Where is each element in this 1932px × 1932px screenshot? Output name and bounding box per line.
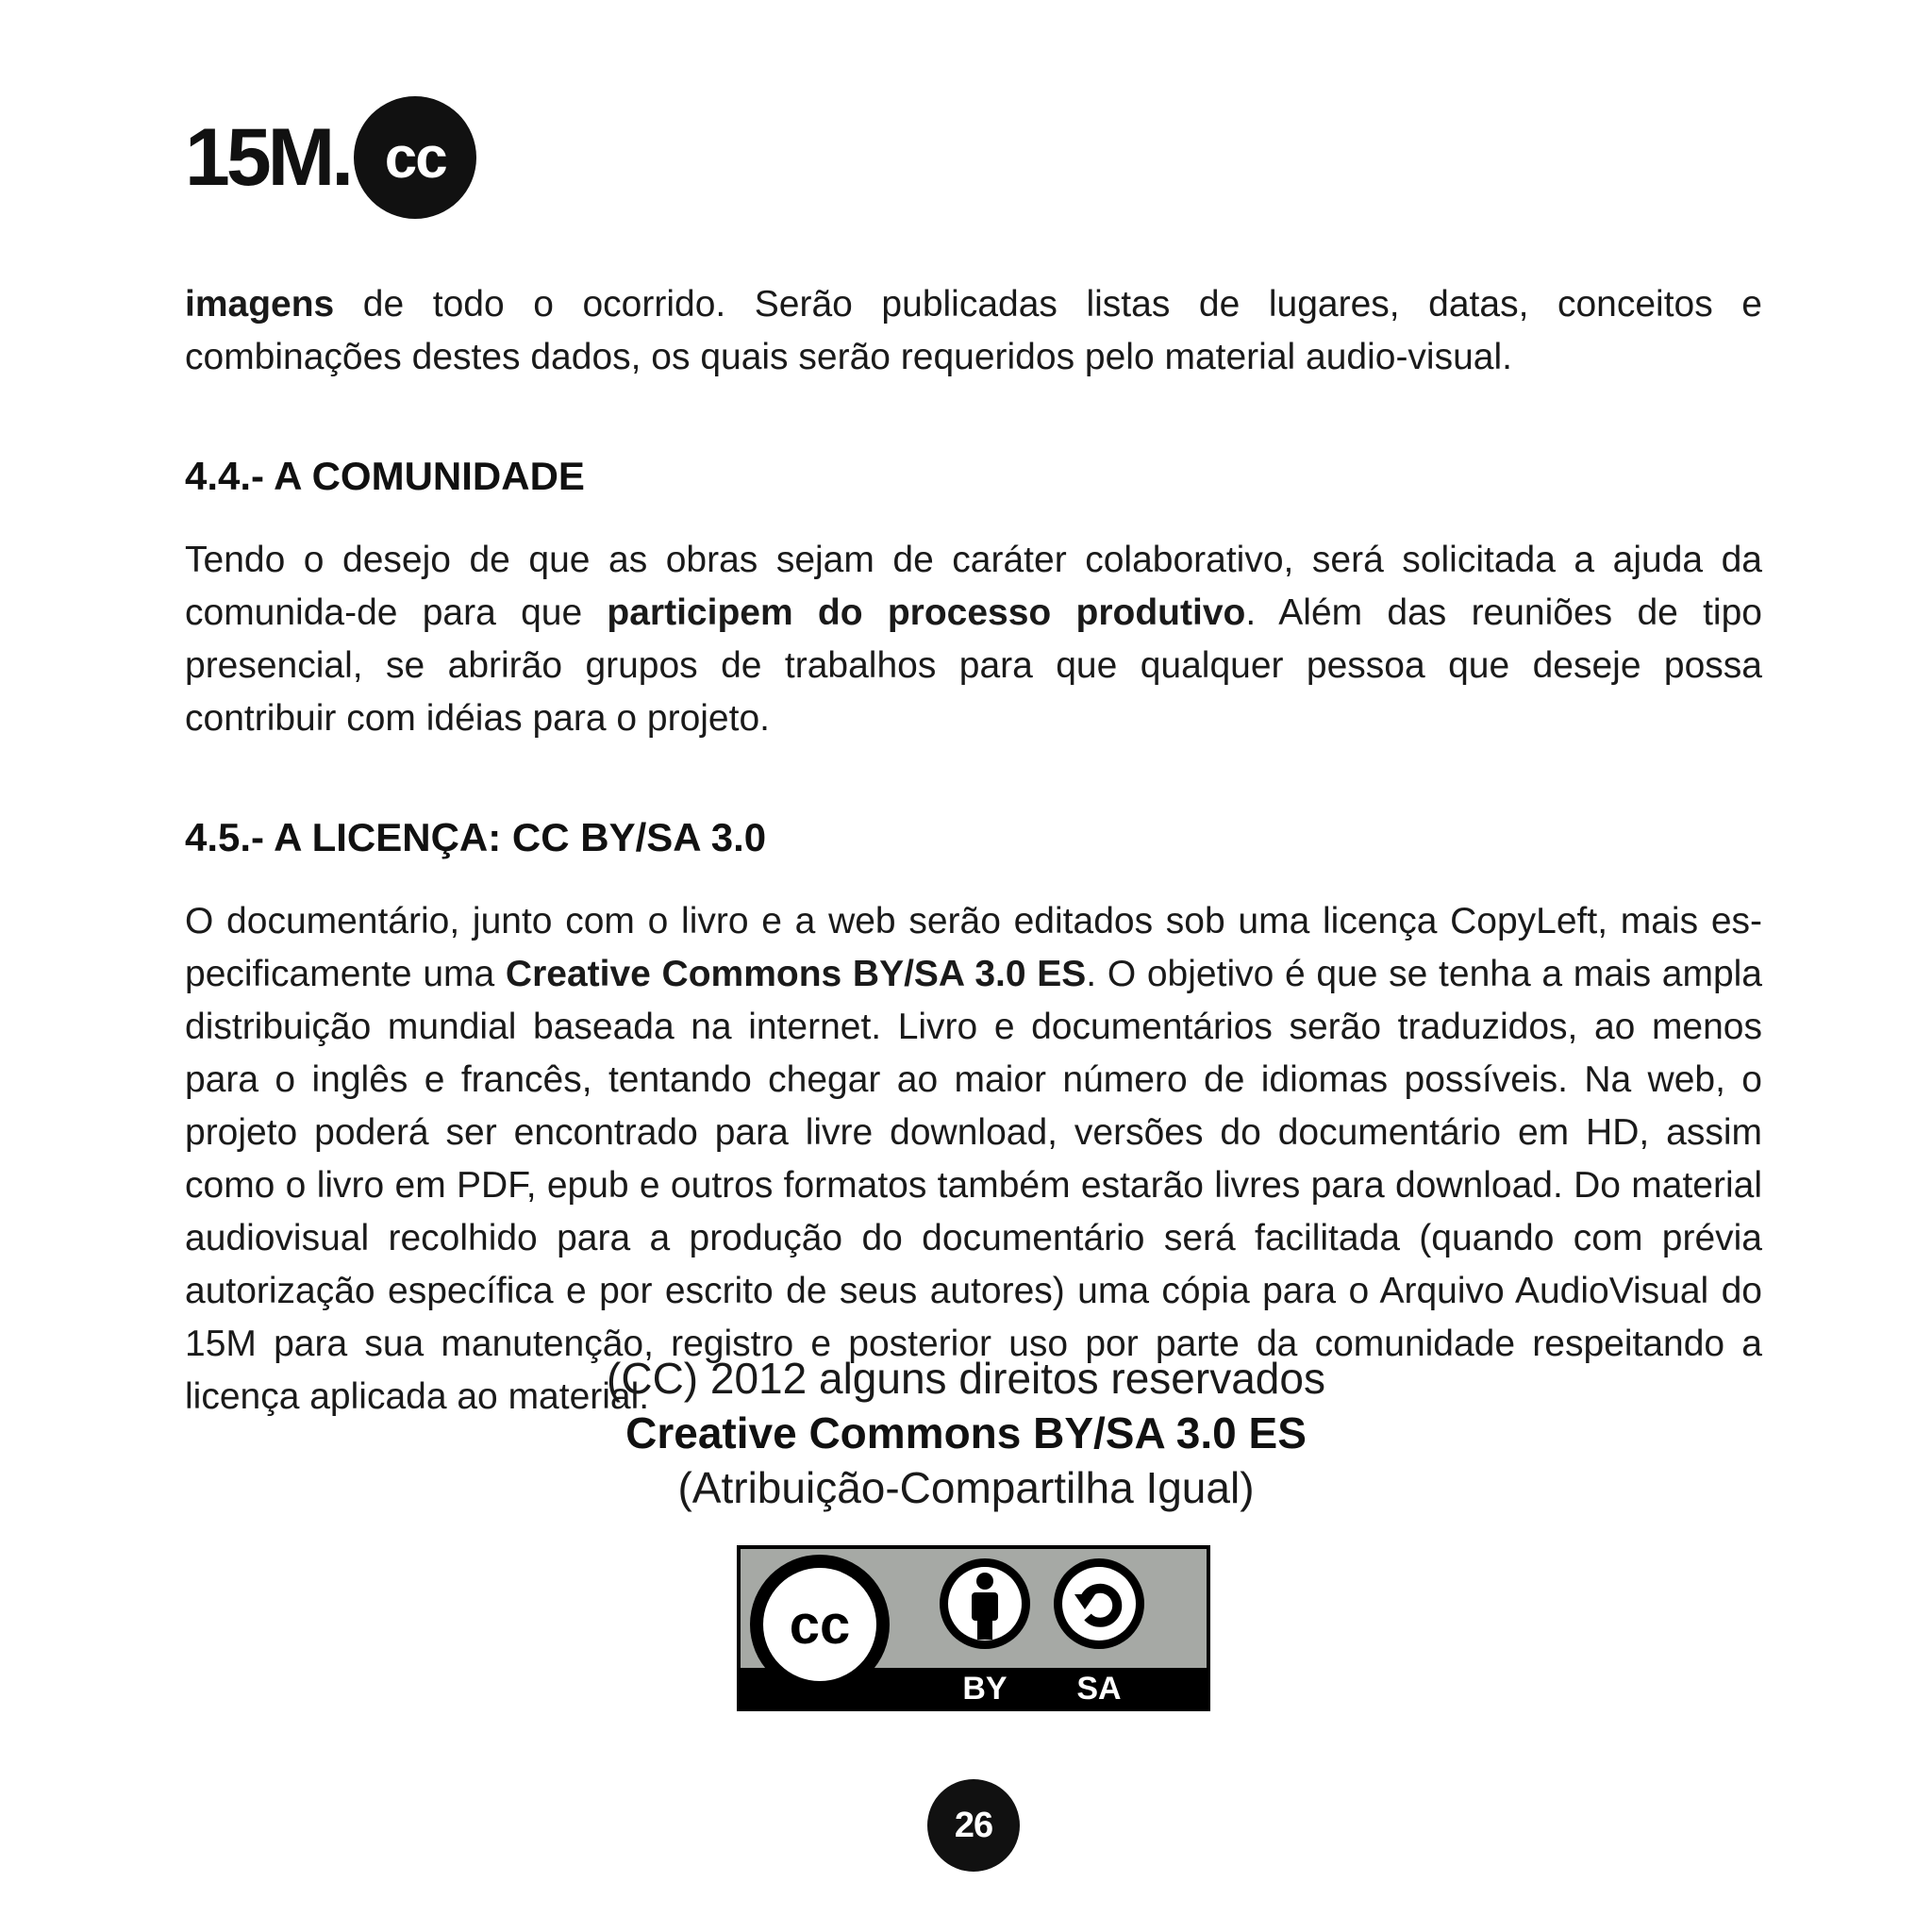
licenca-paragraph xyxy=(185,895,1762,1424)
attribution-person-icon xyxy=(940,1558,1030,1649)
license-notice xyxy=(0,1351,1932,1515)
comunidade-text-1: Tendo o desejo de que as obras sejam de caráter colaborativo, será solicitada a ajuda da comunida-de para que xyxy=(185,540,1762,633)
comunidade-paragraph xyxy=(185,534,1762,745)
license-notice-line1: (CC) 2012 alguns direitos reservados xyxy=(607,1354,1325,1403)
licenca-text-2: . O objetivo é que se tenha a mais ampla distribuição mundial baseada na internet. Livro e documentários serão traduzidos, ao menos para o inglês e francês, tentando chegar ao maior número de idiomas possíveis. Na web, o projeto poderá ser encontrado para livre download, versões do documentário em HD, assim como o livro em PDF, epub e outros formatos também estarão livres para download. Do material audiovisual recolhido para a produção do documentário será facilitada (quando com prévia autorização específica e por escrito de seus autores) uma cópia para o Arquivo AudioVisual do 15M para sua manutenção, registro e posterior uso por parte da comunidade respeitando a licença aplicada ao material. xyxy=(185,954,1762,1417)
cc-icon xyxy=(750,1555,890,1694)
cc-by-sa-badge xyxy=(737,1545,1210,1711)
intro-bold: imagens xyxy=(185,284,335,325)
logo-text: 15M. xyxy=(185,112,351,203)
cc-icon-label: cc xyxy=(789,1594,851,1656)
share-alike-icon xyxy=(1054,1558,1144,1649)
licenca-text-1: O documentário, junto com o livro e a web serão editados sob uma licença CopyLeft, mais es-pecificamente uma xyxy=(185,901,1762,994)
license-notice-line2: Creative Commons BY/SA 3.0 ES xyxy=(625,1408,1307,1457)
page-number: 26 xyxy=(927,1779,1020,1872)
comunidade-bold: participem do processo produtivo xyxy=(607,592,1246,633)
comunidade-text-2: . Além das reuniões de tipo presencial, se abrirão grupos de trabalhos para que qualquer pessoa que deseje possa contribuir com idéias para o projeto. xyxy=(185,592,1762,739)
logo-cc-circle: cc xyxy=(354,96,476,219)
license-notice-line3: (Atribuição-Compartilha Igual) xyxy=(677,1463,1255,1512)
intro-text: de todo o ocorrido. Serão publicadas listas de lugares, datas, conceitos e combinações destes dados, os quais serão requeridos pelo material audio-visual. xyxy=(185,284,1762,377)
brand-logo xyxy=(185,96,476,219)
intro-paragraph xyxy=(185,278,1762,384)
badge-label-by: BY xyxy=(962,1671,1008,1707)
section-heading-comunidade: 4.4.- A COMUNIDADE xyxy=(185,454,585,498)
section-heading-licenca: 4.5.- A LICENÇA: CC BY/SA 3.0 xyxy=(185,815,767,859)
page-content xyxy=(185,278,1762,1424)
badge-label-sa: SA xyxy=(1076,1671,1122,1707)
licenca-bold: Creative Commons BY/SA 3.0 ES xyxy=(505,954,1087,994)
